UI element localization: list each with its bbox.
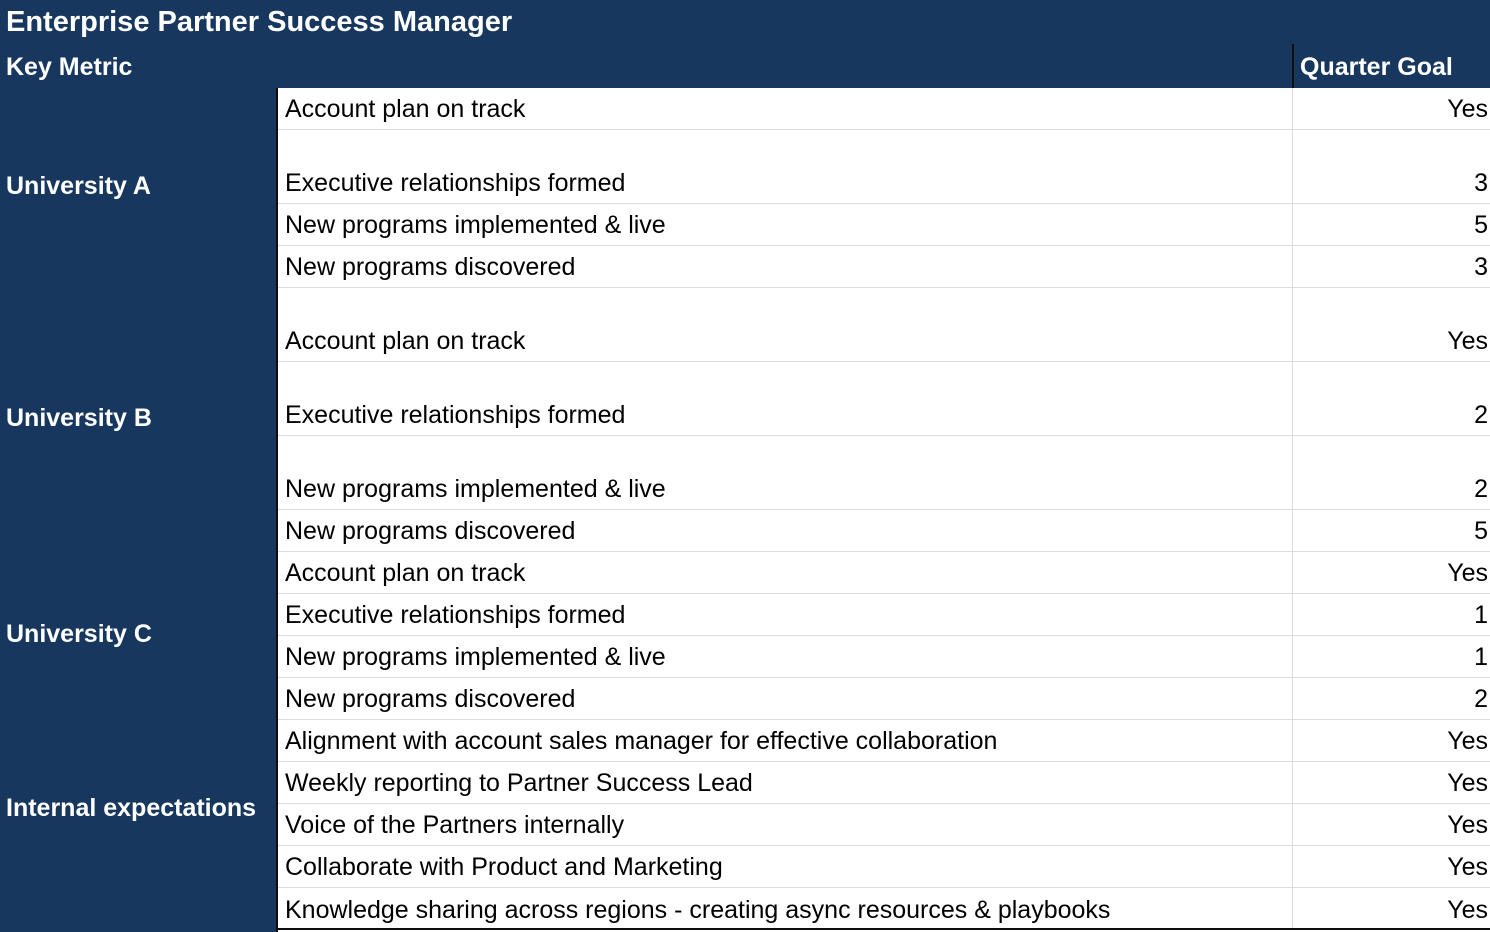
goal-cell[interactable]: Yes: [1447, 769, 1488, 797]
column-divider: [1292, 594, 1293, 635]
goal-cell[interactable]: Yes: [1447, 327, 1488, 355]
metric-cell[interactable]: New programs implemented & live: [285, 211, 666, 239]
metric-cell[interactable]: Executive relationships formed: [285, 601, 626, 629]
column-divider: [1292, 552, 1293, 593]
goal-cell[interactable]: 3: [1474, 169, 1488, 197]
table-row[interactable]: [278, 678, 1490, 720]
header-row: [0, 44, 1490, 88]
column-divider: [1292, 846, 1293, 887]
table-row[interactable]: [278, 362, 1490, 436]
metric-cell[interactable]: Executive relationships formed: [285, 401, 626, 429]
metric-cell[interactable]: Account plan on track: [285, 95, 526, 123]
goal-cell[interactable]: Yes: [1447, 95, 1488, 123]
goal-cell[interactable]: Yes: [1447, 811, 1488, 839]
group-university-c[interactable]: University C: [6, 620, 152, 648]
metric-cell[interactable]: Knowledge sharing across regions - creating async resources & playbooks: [285, 896, 1111, 924]
metric-cell[interactable]: New programs implemented & live: [285, 475, 666, 503]
goal-cell[interactable]: 1: [1474, 601, 1488, 629]
table-row[interactable]: [278, 436, 1490, 510]
metric-cell[interactable]: New programs implemented & live: [285, 643, 666, 671]
goal-cell[interactable]: 2: [1474, 475, 1488, 503]
column-divider: [1292, 888, 1293, 930]
column-divider: [1292, 804, 1293, 845]
metric-cell[interactable]: Account plan on track: [285, 559, 526, 587]
column-divider: [1292, 436, 1293, 509]
goal-cell[interactable]: 2: [1474, 685, 1488, 713]
metric-cell[interactable]: New programs discovered: [285, 253, 576, 281]
table-row[interactable]: [278, 846, 1490, 888]
header-key-metric[interactable]: Key Metric: [6, 53, 133, 81]
goal-cell[interactable]: 5: [1474, 211, 1488, 239]
column-divider: [1292, 678, 1293, 719]
column-divider: [1292, 88, 1293, 129]
table-bottom-border: [276, 928, 1490, 930]
column-divider: [1292, 130, 1293, 203]
goal-cell[interactable]: Yes: [1447, 896, 1488, 924]
metric-cell[interactable]: Voice of the Partners internally: [285, 811, 625, 839]
metrics-table: [278, 88, 1490, 932]
group-internal-expectations[interactable]: Internal expectations: [6, 794, 257, 822]
table-row[interactable]: [278, 888, 1490, 930]
goal-cell[interactable]: 1: [1474, 643, 1488, 671]
metric-cell[interactable]: Executive relationships formed: [285, 169, 626, 197]
metric-cell[interactable]: New programs discovered: [285, 517, 576, 545]
column-divider: [1292, 762, 1293, 803]
column-divider: [1292, 636, 1293, 677]
header-divider: [1292, 44, 1294, 88]
goal-cell[interactable]: 5: [1474, 517, 1488, 545]
header-quarter-goal[interactable]: Quarter Goal: [1300, 53, 1453, 81]
goal-cell[interactable]: Yes: [1447, 853, 1488, 881]
table-row[interactable]: [278, 246, 1490, 288]
group-university-b[interactable]: University B: [6, 404, 152, 432]
goal-cell[interactable]: Yes: [1447, 559, 1488, 587]
group-column: [0, 88, 276, 932]
table-row[interactable]: [278, 88, 1490, 130]
table-row[interactable]: [278, 636, 1490, 678]
column-divider: [1292, 510, 1293, 551]
table-row[interactable]: [278, 130, 1490, 204]
metric-cell[interactable]: Account plan on track: [285, 327, 526, 355]
table-row[interactable]: [278, 804, 1490, 846]
goal-cell[interactable]: Yes: [1447, 727, 1488, 755]
column-divider: [1292, 204, 1293, 245]
column-divider: [1292, 246, 1293, 287]
table-row[interactable]: [278, 204, 1490, 246]
goal-cell[interactable]: 3: [1474, 253, 1488, 281]
column-divider: [1292, 288, 1293, 361]
table-row[interactable]: [278, 288, 1490, 362]
table-row[interactable]: [278, 510, 1490, 552]
table-row[interactable]: [278, 720, 1490, 762]
metric-cell[interactable]: Alignment with account sales manager for effective collaboration: [285, 727, 998, 755]
sheet-title[interactable]: Enterprise Partner Success Manager: [0, 0, 1490, 44]
metric-cell[interactable]: Collaborate with Product and Marketing: [285, 853, 723, 881]
metric-cell[interactable]: New programs discovered: [285, 685, 576, 713]
table-row[interactable]: [278, 762, 1490, 804]
group-university-a[interactable]: University A: [6, 172, 151, 200]
metric-cell[interactable]: Weekly reporting to Partner Success Lead: [285, 769, 753, 797]
goal-cell[interactable]: 2: [1474, 401, 1488, 429]
column-divider: [1292, 720, 1293, 761]
table-row[interactable]: [278, 552, 1490, 594]
table-row[interactable]: [278, 594, 1490, 636]
column-divider: [1292, 362, 1293, 435]
